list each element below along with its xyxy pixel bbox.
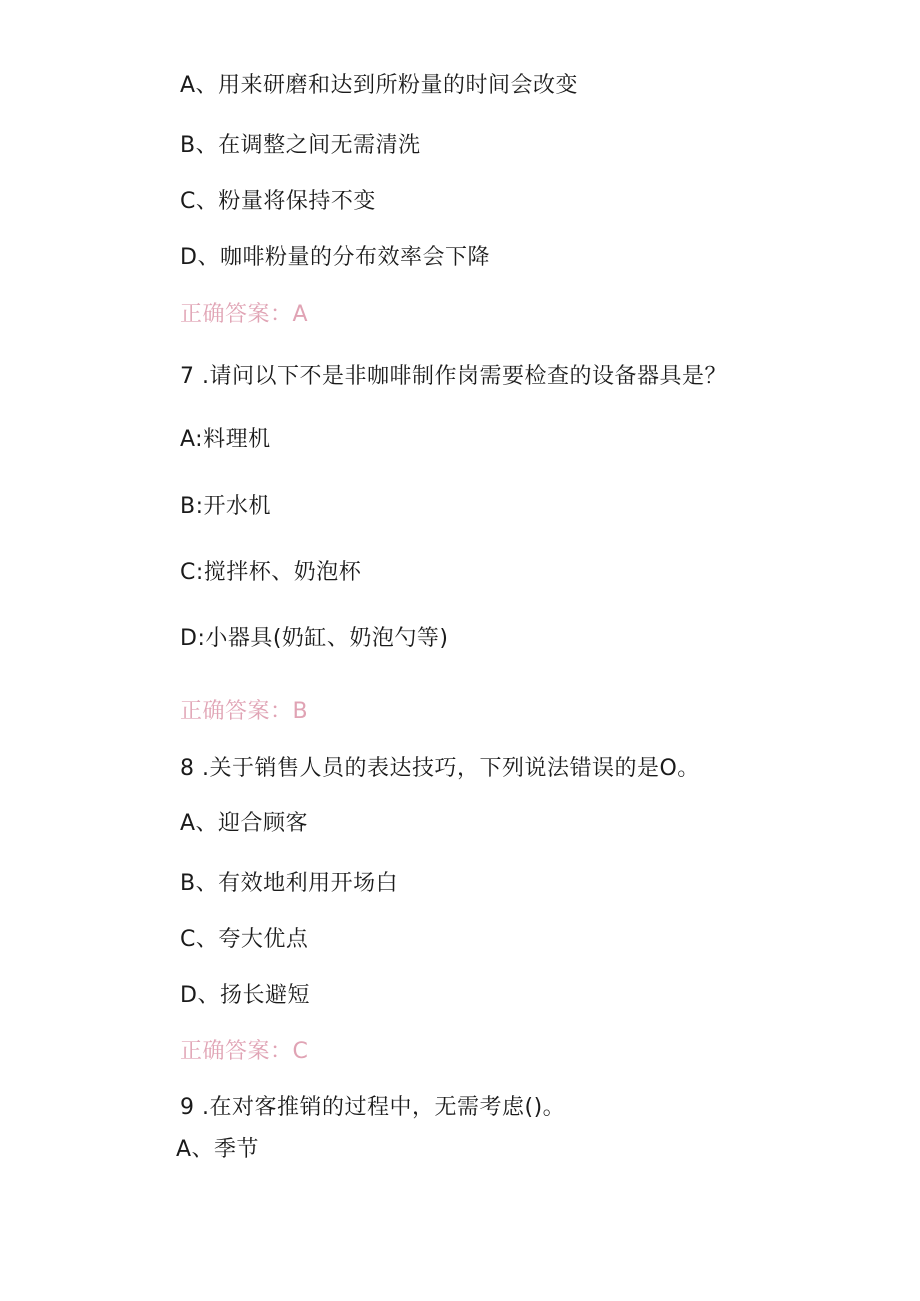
q7-question: 7 .请问以下不是非咖啡制作岗需要检查的设备器具是？ [180,364,727,389]
q6-option-a: A、用来研磨和达到所粉量的时间会改变 [180,73,579,98]
q8-option-d: D、扬长避短 [180,983,310,1008]
q7-option-a: A:料理机 [180,427,271,452]
q6-option-b: B、在调整之间无需清洗 [180,133,421,158]
q9-option-a: A、季节 [176,1137,260,1162]
q8-option-a: A、迎合顾客 [180,811,309,836]
q7-correct-answer: 正确答案：B [180,699,309,724]
q7-option-b: B:开水机 [180,494,272,519]
q7-option-c: C:搅拌杯、奶泡杯 [180,560,362,585]
q6-correct-answer: 正确答案：A [180,302,309,327]
q8-option-c: C、夸大优点 [180,927,309,952]
q8-option-b: B、有效地利用开场白 [180,871,399,896]
q9-question: 9 .在对客推销的过程中，无需考虑()。 [180,1095,566,1120]
q6-option-c: C、粉量将保持不变 [180,189,376,214]
q8-correct-answer: 正确答案：C [180,1039,309,1064]
q6-option-d: D、咖啡粉量的分布效率会下降 [180,245,490,270]
q7-option-d: D:小器具(奶缸、奶泡勺等) [180,626,449,651]
q8-question: 8 .关于销售人员的表达技巧，下列说法错误的是O。 [180,756,700,781]
